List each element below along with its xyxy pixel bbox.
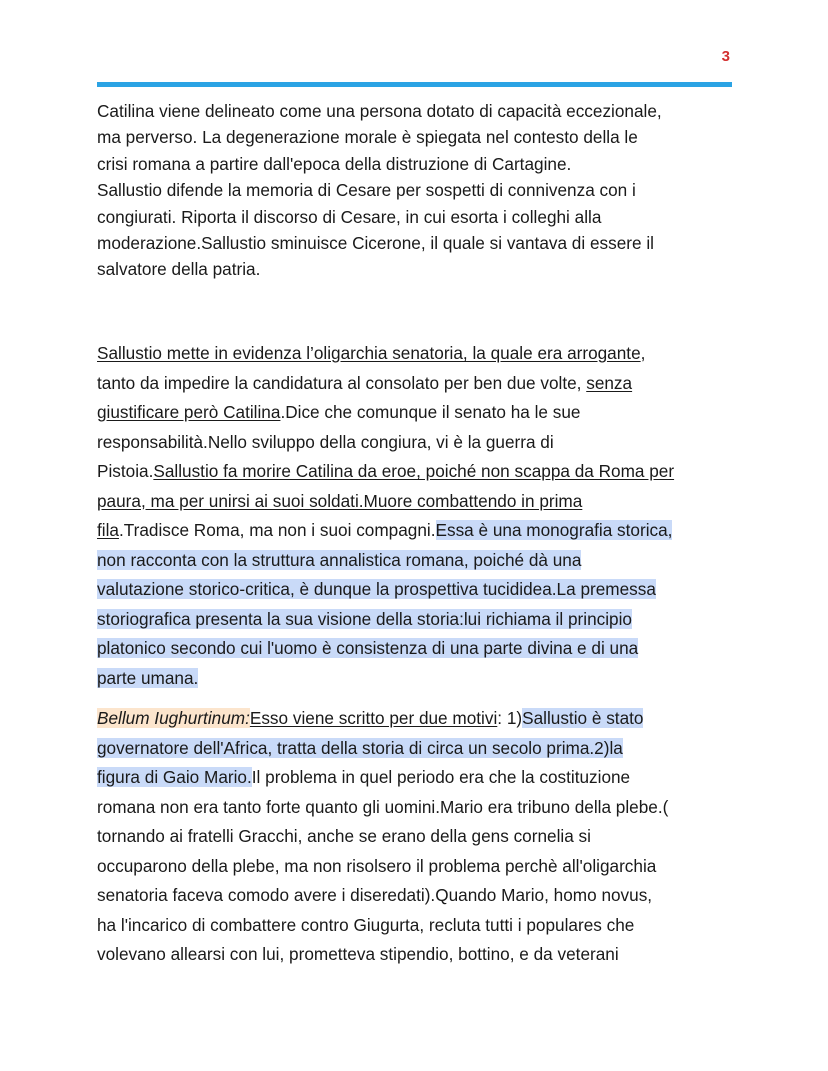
text-line: tornando ai fratelli Gracchi, anche se erano della gens cornelia si bbox=[97, 826, 591, 846]
text-line: ma perverso. La degenerazione morale è spiegata nel contesto della le bbox=[97, 127, 638, 148]
text-line bbox=[97, 487, 737, 517]
paragraph-3 bbox=[97, 704, 737, 970]
underlined-text: Sallustio mette in evidenza l’oligarchia senatoria, la quale era arrogante bbox=[97, 343, 641, 363]
paragraph-2 bbox=[97, 339, 737, 693]
text-line: crisi romana a partire dall'epoca della distruzione di Cartagine. bbox=[97, 153, 572, 174]
highlighted-text: valutazione storico-critica, è dunque la prospettiva tucididea.La premessa bbox=[97, 579, 656, 599]
text-line: ha l'incarico di combattere contro Giugurta, recluta tutti i populares che bbox=[97, 914, 635, 935]
underlined-text: paura, ma per unirsi ai suoi soldati.Muore combattendo in prima bbox=[97, 490, 583, 511]
highlighted-text: figura di Gaio Mario. bbox=[97, 767, 252, 787]
text-line: occuparono della plebe, ma non risolsero il problema perchè all'oligarchia bbox=[97, 855, 657, 876]
text-line: salvatore della patria. bbox=[97, 259, 261, 280]
highlighted-text: platonico secondo cui l'uomo è consistenza di una parte divina e di una bbox=[97, 638, 639, 658]
text-line: fila.Tradisce Roma, ma non i suoi compagni.Essa è una monografia storica, bbox=[97, 520, 673, 540]
text-line bbox=[97, 546, 737, 576]
highlighted-text: Sallustio è stato bbox=[522, 708, 644, 728]
text-line: senatoria faceva comodo avere i diseredati).Quando Mario, homo novus, bbox=[97, 885, 653, 905]
text-line bbox=[97, 605, 737, 635]
section-title: Bellum Iughurtinum: bbox=[97, 708, 250, 728]
text-line: giustificare però Catilina.Dice che comunque il senato ha le sue bbox=[97, 402, 581, 422]
text-line: Pistoia.Sallustio fa morire Catilina da eroe, poiché non scappa da Roma per bbox=[97, 461, 675, 481]
paragraph-1 bbox=[97, 98, 737, 283]
text-line: tanto da impedire la candidatura al consolato per ben due volte, senza bbox=[97, 372, 633, 393]
text-line: romana non era tanto forte quanto gli uomini.Mario era tribuno della plebe.( bbox=[97, 796, 669, 817]
highlighted-text: Essa è una monografia storica, bbox=[435, 520, 673, 540]
highlighted-text: governatore dell'Africa, tratta della storia di circa un secolo prima.2)la bbox=[97, 737, 623, 758]
underlined-text: senza bbox=[586, 372, 633, 393]
highlighted-text: storiografica presenta la sua visione della storia:lui richiama il principio bbox=[97, 608, 632, 629]
text-line: responsabilità.Nello sviluppo della congiura, vi è la guerra di bbox=[97, 431, 554, 452]
underlined-text: giustificare però Catilina bbox=[97, 402, 281, 422]
highlighted-text: non racconta con la struttura annalistica romana, poiché dà una bbox=[97, 549, 582, 570]
text-line bbox=[97, 664, 737, 694]
text-line bbox=[97, 634, 737, 664]
text-line: Sallustio mette in evidenza l’oligarchia senatoria, la quale era arrogante, bbox=[97, 343, 646, 363]
text-line: Catilina viene delineato come una persona dotato di capacità eccezionale, bbox=[97, 101, 662, 121]
highlighted-text: parte umana. bbox=[97, 667, 199, 688]
text-line: Sallustio difende la memoria di Cesare per sospetti di connivenza con i bbox=[97, 180, 636, 201]
text-line: moderazione.Sallustio sminuisce Cicerone, il quale si vantava di essere il bbox=[97, 233, 654, 254]
text-line: congiurati. Riporta il discorso di Cesare, in cui esorta i colleghi alla bbox=[97, 206, 602, 227]
text-line bbox=[97, 575, 737, 605]
underlined-text: Sallustio fa morire Catilina da eroe, poiché non scappa da Roma per bbox=[153, 461, 675, 481]
text-line bbox=[97, 734, 737, 764]
underlined-text: Esso viene scritto per due motivi bbox=[249, 708, 498, 728]
page-number: 3 bbox=[721, 48, 730, 65]
text-line: volevano allearsi con lui, prometteva stipendio, bottino, e da veterani bbox=[97, 944, 619, 964]
underlined-text: fila bbox=[97, 520, 119, 540]
header-rule bbox=[97, 82, 732, 87]
text-line: Bellum Iughurtinum:Esso viene scritto per due motivi: 1)Sallustio è stato bbox=[97, 708, 644, 728]
text-line: figura di Gaio Mario.Il problema in quel periodo era che la costituzione bbox=[97, 767, 631, 787]
